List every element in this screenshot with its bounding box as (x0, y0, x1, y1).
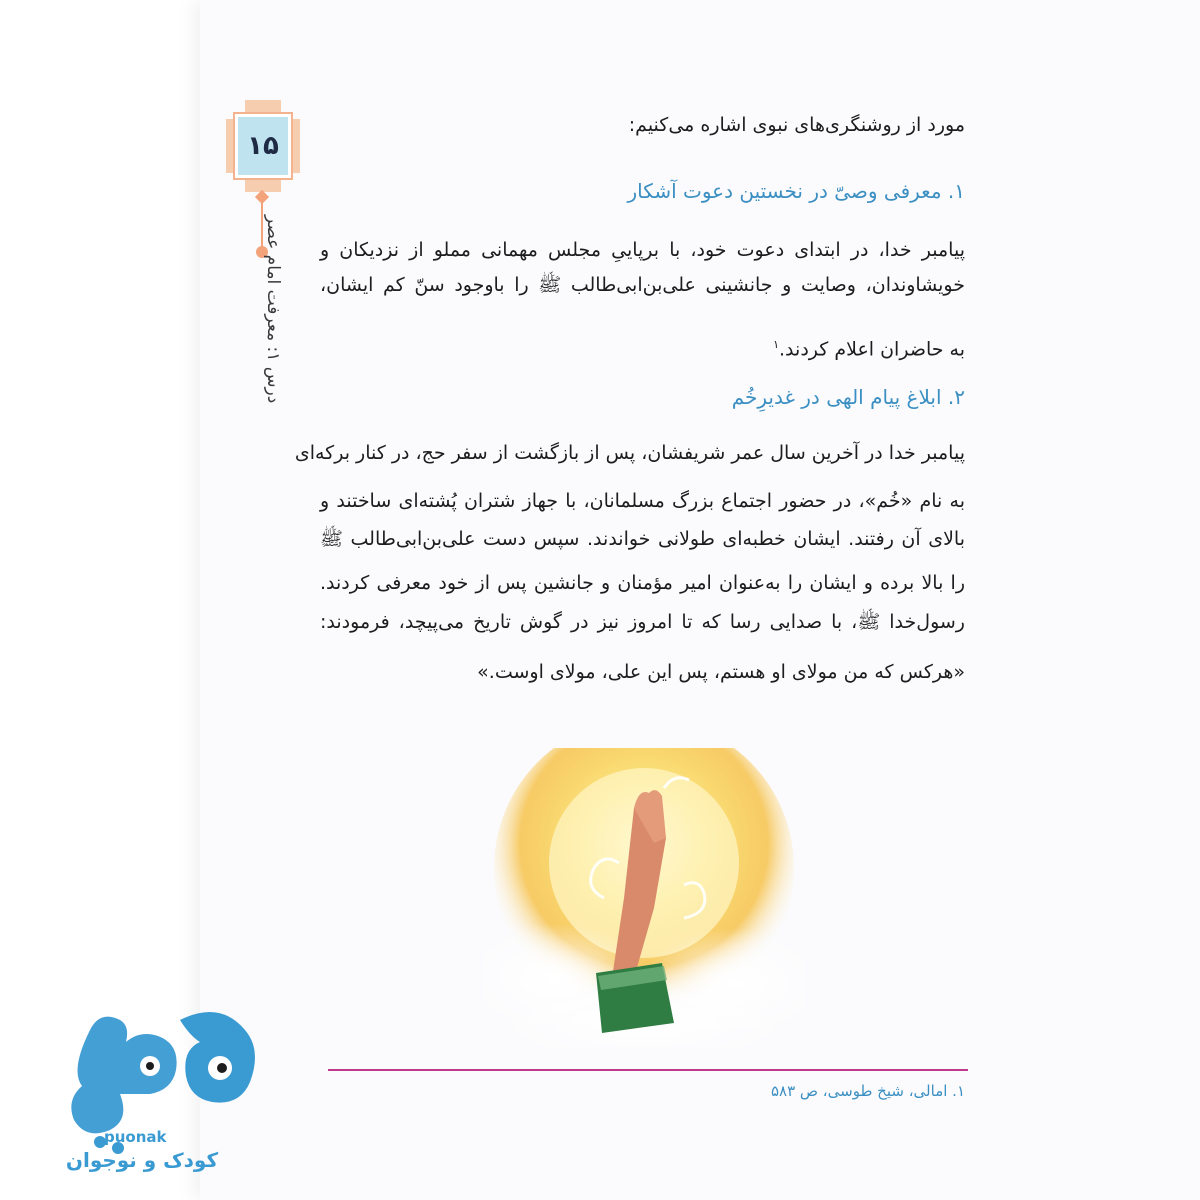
section1-line: پیامبر خدا، در ابتدای دعوت خود، با برپاییِ مجلس مهمانی مملو از نزدیکان و (320, 239, 965, 261)
section2-line: رسول‌خدا ﷺ، با صدایی رسا که تا امروز نیز در گوش تاریخ می‌پیچد، فرمودند: (320, 611, 965, 633)
section2-line: را بالا برده و ایشان را به‌عنوان امیر مؤمنان و جانشین پس از خود معرفی کردند. (320, 572, 965, 594)
intro-line: مورد از روشنگری‌های نبوی اشاره می‌کنیم: (628, 114, 965, 136)
logo-persian-text: کودک و نوجوان (65, 1148, 219, 1172)
raised-hand-illustration (484, 748, 804, 1048)
section2-line: به نام «خُم»، در حضور اجتماع بزرگ مسلمانان، با جهاز شتران پُشته‌ای ساختند و (320, 490, 965, 512)
section1-line: خویشاوندان، وصایت و جانشینی علی‌بن‌ابی‌طالب ﷺ را باوجود سنّ کم ایشان، (320, 274, 965, 296)
logo-latin-text: puonak (104, 1128, 167, 1146)
section2-line: بالای آن رفتند. ایشان خطبه‌ای طولانی خواندند. سپس دست علی‌بن‌ابی‌طالب ﷺ (320, 528, 965, 550)
footnote-text: ۱. امالی، شیخ طوسی، ص ۵۸۳ (770, 1082, 965, 1100)
footnote-rule (328, 1069, 968, 1071)
footnote-mark[interactable]: ۱ (773, 338, 780, 351)
hadith-quote: «هرکس که من مولای او هستم، پس این علی، مولای اوست.» (477, 661, 965, 683)
section1-line-last (320, 330, 965, 364)
page-number: ۱۵ (235, 114, 291, 178)
section2-line: پیامبر خدا در آخرین سال عمر شریفشان، پس از بازگشت از سفر حج، در کنار برکه‌ای (294, 442, 965, 464)
section1-heading: ۱. معرفی وصیّ در نخستین دعوت آشکار (627, 179, 965, 203)
section1-text: به حاضران اعلام کردند. (779, 338, 965, 361)
section2-heading: ۲. ابلاغ پیام الهی در غدیرِخُم (731, 385, 965, 409)
running-title: درس ۱: معرفت امام عصر (263, 215, 283, 404)
page-number-badge (226, 100, 300, 192)
